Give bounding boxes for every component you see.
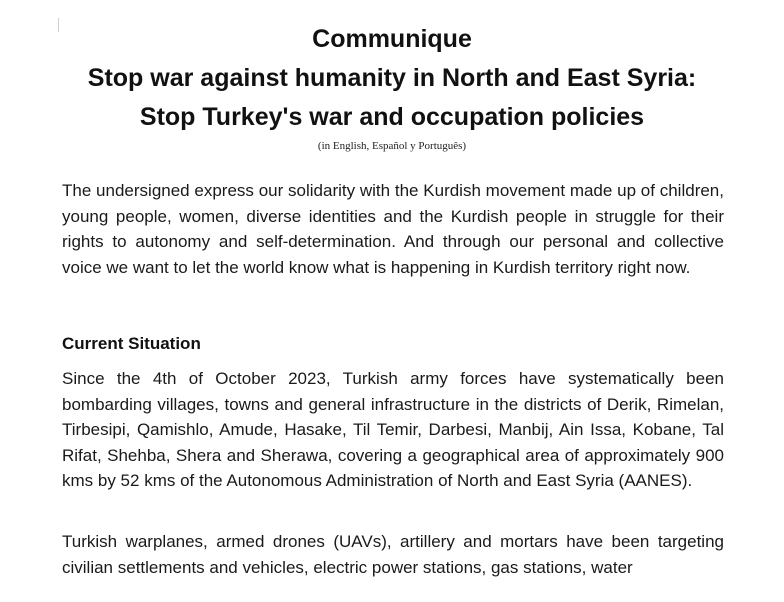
intro-paragraph: The undersigned express our solidarity with the Kurdish movement made up of children, young people, women, diverse identities and the Kurdish people in struggle for their rights to autonomy and self-determination. And through our personal and collective voice we want to let the world know what is happening in Kurdish territory right now. [62,181,724,277]
situation-paragraph-2: Turkish warplanes, armed drones (UAVs), artillery and mortars have been targeting civilian settlements and vehicles, electric power stations, gas stations, water [62,532,724,577]
document-title: Communique [312,25,472,53]
language-note: (in English, Español y Português) [317,140,467,152]
document-subtitle-line-2: Stop Turkey's war and occupation policies [139,103,645,131]
section-heading-current-situation: Current Situation [62,334,201,353]
situation-paragraph-1: Since the 4th of October 2023, Turkish army forces have systematically been bombarding villages, towns and general infrastructure in the districts of Derik, Rimelan, Tirbesipi, Qamishlo, Amude, Hasake, Til Temir, Darbesi, Manbij, Ain Issa, Kobane, Tal Rifat, Shehba, Shera and Sherawa, covering a geographical area of approximately 900 kms by 52 kms of the Autonomous Administration of North and East Syria (AANES). [62,369,724,491]
document-subtitle-line-1: Stop war against humanity in North and East Syria: [87,64,697,92]
